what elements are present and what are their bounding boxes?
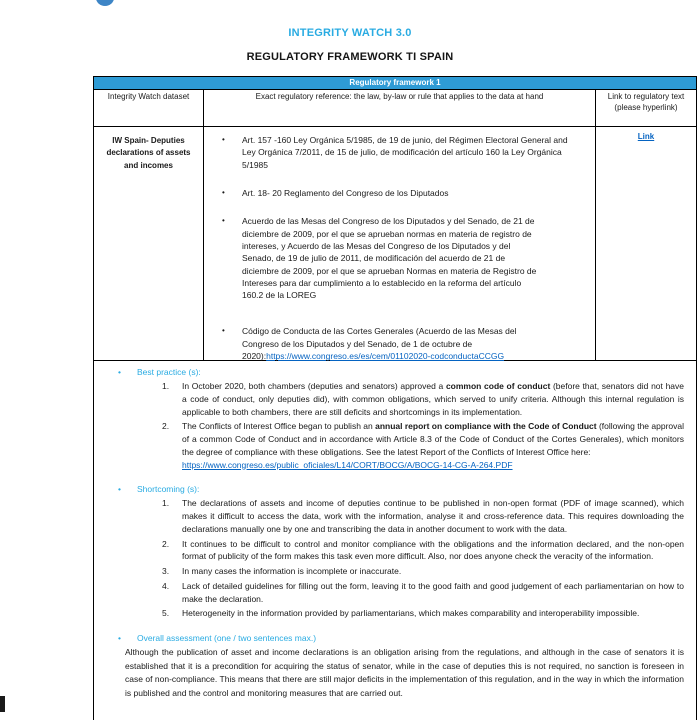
numbered-item <box>162 497 684 535</box>
table-data-row <box>94 127 696 360</box>
reference-item <box>204 187 595 199</box>
table-caption: Regulatory framework 1 <box>94 77 696 90</box>
reference-item <box>204 215 595 301</box>
assessment-box <box>93 360 697 720</box>
references-cell <box>204 127 596 360</box>
item-number: 1. <box>162 381 170 391</box>
text-run: The declarations of assets and income of deputies continue to be published in non-open format (PDF of image scanned), which makes it difficult to access the data, work with the information, analyse it and cross-reference data. This requires downloading the declarations manually one by one and transcribing the data in another document to work with the data. <box>182 498 684 534</box>
bullet-icon: • <box>222 326 225 336</box>
item-number: 2. <box>162 538 170 549</box>
item-number: 1. <box>162 498 170 509</box>
column-header-reference: Exact regulatory reference: the law, by-law or rule that applies to the data at hand <box>204 90 596 126</box>
item-text <box>182 420 684 471</box>
section-heading-row <box>118 633 696 643</box>
item-number: 3. <box>162 566 170 576</box>
item-text <box>182 497 684 535</box>
text-run: Heterogeneity in the information provided by parliamentarians, which makes comparability and interoperability impossible. <box>182 608 640 619</box>
text-run: In October 2020, both chambers (deputies and senators) approved a <box>182 381 446 391</box>
text-run: Art. 157 -160 Ley Orgánica 5/1985, de 19 de junio, del Régimen Electoral General and Ley Orgánica 7/2011, de 15 de julio, de modificación del artículo 160 la Ley Orgánica 5/1985 <box>242 135 568 170</box>
column-header-dataset: Integrity Watch dataset <box>94 90 204 126</box>
item-text <box>182 580 684 606</box>
shortcomings-list <box>94 497 696 620</box>
item-number: 2. <box>162 421 170 432</box>
bullet-icon: • <box>118 367 121 377</box>
item-text <box>242 215 543 301</box>
conflicts-report-link[interactable]: https://www.congreso.es/public_oficiales/L14/CORT/BOCG/A/BOCG-14-CG-A-264.PDF <box>182 459 513 470</box>
text-run: (before that, senators did not have a code of conduct, only deputies did), with common obligations, which served to unify criteria. Although this internal regulation is applicable to both chambers, there are still deficits and shortcomings in its implementation. <box>182 381 684 417</box>
numbered-item <box>162 538 684 564</box>
numbered-item <box>162 565 684 578</box>
document-subtitle: REGULATORY FRAMEWORK TI SPAIN <box>246 51 454 63</box>
text-run: It continues to be difficult to control and monitor compliance with the obligations and the information declared, and the non-open format of publicity of the form makes this task even more difficult. Also, nor does anyone check the veracity of the information. <box>182 538 684 562</box>
numbered-item <box>162 607 684 620</box>
section-heading: Best practice (s): <box>137 367 201 377</box>
section-best-practices <box>94 367 696 471</box>
table-header-row <box>94 90 696 127</box>
bullet-icon: • <box>118 484 121 495</box>
item-text <box>182 607 684 620</box>
item-text <box>182 538 684 564</box>
item-text <box>242 325 553 362</box>
screen-edge-artifact <box>0 696 5 712</box>
bullet-icon: • <box>222 216 225 226</box>
text-run: Lack of detailed guidelines for filling out the form, leaving it to the good faith and good judgement of each parliamentarian on how to make the declaration. <box>182 580 684 604</box>
bullet-icon: • <box>222 135 225 144</box>
item-text <box>242 134 581 171</box>
item-text <box>182 565 684 578</box>
section-overall-assessment <box>94 633 696 700</box>
section-heading: Shortcoming (s): <box>137 484 200 495</box>
text-run: Art. 18- 20 Reglamento del Congreso de los Diputados <box>242 187 449 198</box>
dataset-cell: IW Spain- Deputies declarations of assets and incomes <box>94 127 204 360</box>
regulatory-text-link[interactable]: Link <box>637 132 655 141</box>
text-run: Acuerdo de las Mesas del Congreso de los Diputados y del Senado, de 21 de diciembre de 2009, por el que se aprueban normas en materia de registro de intereses, y Acuerdo de las Mesas del Congreso de los Diputados y del Senado, de 19 de julio de 2011, de modificación del acuerdo de 21 de diciembre de 2009, por el que se aprueban Normas en materia de Registro de Intereses para dar cumplimiento a lo establecido en la reforma del artículo 160.2 de la LOREG <box>242 216 537 301</box>
document-body <box>93 76 697 720</box>
text-run: The Conflicts of Interest Office began to publish an <box>182 421 376 432</box>
text-run: Código de Conducta de las Cortes Generales (Acuerdo de las Mesas del Congreso de los Diputados y del Senado, de 1 de octubre de 2020): <box>242 326 517 362</box>
logo-dot-icon <box>96 0 114 6</box>
section-heading-row <box>118 484 696 494</box>
bullet-icon: • <box>118 633 121 643</box>
numbered-item <box>162 580 684 606</box>
section-heading: Overall assessment (one / two sentences max.) <box>137 633 317 643</box>
column-header-link: Link to regulatory text (please hyperlink) <box>607 92 685 112</box>
text-run: (following the approval of a common Code of Conduct and in accordance with Article 8.3 of the Code of Conduct of the Cortes Generales), which monitors the degree of compliance with these obligations. See the latest Report of the Conflicts of Interest Office here: <box>182 421 684 457</box>
numbered-item <box>162 380 684 418</box>
bullet-icon: • <box>222 187 225 197</box>
best-practices-list <box>94 380 696 471</box>
link-cell <box>596 127 696 360</box>
regulatory-framework-table <box>93 76 697 360</box>
text-run: In many cases the information is incomplete or inaccurate. <box>182 566 402 576</box>
section-heading-row <box>118 367 696 377</box>
section-shortcomings <box>94 484 696 620</box>
reference-item <box>204 134 595 171</box>
text-run: common code of conduct <box>445 381 551 391</box>
item-number: 5. <box>162 608 170 619</box>
item-number: 4. <box>162 580 170 591</box>
item-text <box>182 380 684 418</box>
reference-item <box>204 325 595 362</box>
overall-assessment-paragraph: Although the publication of asset and income declarations is an obligation arising from the regulations, and although in the case of senators it is established that it is a precondition for acquiring the status of senator, while in the case of deputies this is not required, no sanction is foreseen in case of non-compliance. This means that there are still major deficits in the implementation of this regulation, and in the way in which the information is published and the control and monitoring measures that are carried out. <box>125 647 684 698</box>
text-run: annual report on compliance with the Code of Conduct <box>375 421 597 432</box>
code-of-conduct-link[interactable]: https://www.congreso.es/es/cem/01102020-codconductaCCGG <box>266 351 505 362</box>
numbered-item <box>162 420 684 471</box>
item-text <box>242 187 581 199</box>
document-title: INTEGRITY WATCH 3.0 <box>288 27 412 39</box>
